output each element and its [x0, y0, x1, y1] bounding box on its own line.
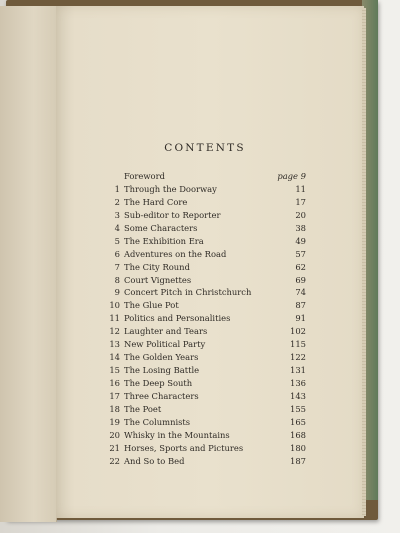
toc-title: Through the Doorway	[124, 183, 217, 194]
toc-number: 7	[114, 261, 120, 272]
toc-row	[106, 235, 306, 248]
toc-number: 15	[109, 365, 120, 376]
toc-number: 17	[109, 390, 120, 401]
toc-page: 155	[290, 403, 306, 414]
toc-page: 136	[290, 378, 306, 388]
contents-heading: CONTENTS	[164, 142, 246, 154]
toc-page: 62	[295, 261, 306, 272]
toc-number: 16	[109, 378, 120, 388]
toc-title: The Golden Years	[124, 352, 199, 363]
toc-page: 180	[290, 442, 306, 453]
toc-number: 21	[109, 442, 120, 453]
toc-row	[106, 338, 306, 351]
toc-page: 187	[290, 455, 306, 466]
toc-page: 11	[295, 183, 306, 194]
toc-title: And So to Bed	[124, 455, 185, 466]
toc-title: The Deep South	[124, 378, 193, 388]
toc-page: 168	[290, 429, 306, 440]
toc-title: The Columnists	[124, 416, 191, 427]
toc-title: Politics and Personalities	[124, 313, 231, 324]
toc-number: 11	[109, 313, 120, 324]
left-page	[0, 6, 57, 522]
toc-number: 12	[109, 326, 120, 337]
toc-page: page 9	[277, 171, 306, 181]
page-edge	[362, 8, 366, 516]
toc-row	[106, 299, 306, 312]
toc-number: 4	[114, 222, 120, 233]
toc-number: 13	[109, 339, 120, 350]
toc-number: 22	[109, 455, 120, 466]
toc-page: 131	[290, 365, 306, 376]
toc-page: 20	[295, 209, 306, 220]
toc-title: The Glue Pot	[124, 300, 179, 311]
toc-row	[106, 364, 306, 377]
toc-number: 9	[114, 287, 120, 298]
toc-row	[106, 222, 306, 235]
toc-title: Concert Pitch in Christchurch	[124, 287, 252, 298]
toc-page: 91	[295, 313, 306, 324]
toc-page: 165	[290, 416, 306, 427]
toc-title: Three Characters	[124, 390, 199, 401]
toc-number: 18	[109, 403, 120, 414]
toc-page: 122	[290, 352, 306, 363]
toc-number: 14	[109, 352, 120, 363]
toc-row	[106, 377, 306, 390]
toc-title: The Exhibition Era	[124, 235, 204, 246]
toc-row	[106, 312, 306, 325]
toc-title: New Political Party	[124, 339, 206, 350]
toc-row	[106, 248, 306, 261]
toc-row	[106, 442, 306, 455]
toc-title: Adventures on the Road	[124, 248, 227, 259]
toc-page: 74	[295, 287, 306, 298]
toc-page: 17	[295, 196, 306, 207]
toc-row-foreword	[106, 170, 306, 183]
toc-title: Sub-editor to Reporter	[124, 209, 221, 220]
table-of-contents	[106, 170, 306, 468]
toc-title: Foreword	[124, 171, 165, 181]
toc-page: 102	[290, 326, 306, 337]
toc-title: The Losing Battle	[124, 365, 200, 376]
toc-page: 115	[290, 339, 306, 350]
toc-number: 5	[114, 235, 120, 246]
toc-title: Court Vignettes	[124, 274, 192, 285]
toc-title: Laughter and Tears	[124, 326, 208, 337]
toc-row	[106, 403, 306, 416]
toc-title: Horses, Sports and Pictures	[124, 442, 244, 453]
toc-page: 49	[295, 235, 306, 246]
toc-title: The Poet	[124, 403, 162, 414]
toc-page: 87	[295, 300, 306, 311]
toc-row	[106, 286, 306, 299]
toc-number: 8	[114, 274, 120, 285]
toc-number: 2	[114, 196, 120, 207]
toc-row	[106, 455, 306, 468]
toc-row	[106, 274, 306, 287]
toc-row	[106, 429, 306, 442]
toc-row	[106, 351, 306, 364]
toc-number: 3	[114, 209, 120, 220]
toc-number: 20	[109, 429, 120, 440]
toc-row	[106, 209, 306, 222]
toc-row	[106, 196, 306, 209]
toc-number: 19	[109, 416, 120, 427]
toc-title: Some Characters	[124, 222, 198, 233]
toc-title: Whisky in the Mountains	[124, 429, 230, 440]
toc-row	[106, 416, 306, 429]
toc-row	[106, 183, 306, 196]
toc-number: 6	[114, 248, 120, 259]
toc-number: 10	[109, 300, 120, 311]
toc-row	[106, 325, 306, 338]
toc-page: 69	[295, 274, 306, 285]
toc-title: The City Round	[124, 261, 190, 272]
toc-row	[106, 261, 306, 274]
toc-page: 143	[290, 390, 306, 401]
toc-page: 57	[295, 248, 306, 259]
toc-title: The Hard Core	[124, 196, 188, 207]
toc-row	[106, 390, 306, 403]
toc-number: 1	[114, 183, 120, 194]
toc-page: 38	[295, 222, 306, 233]
